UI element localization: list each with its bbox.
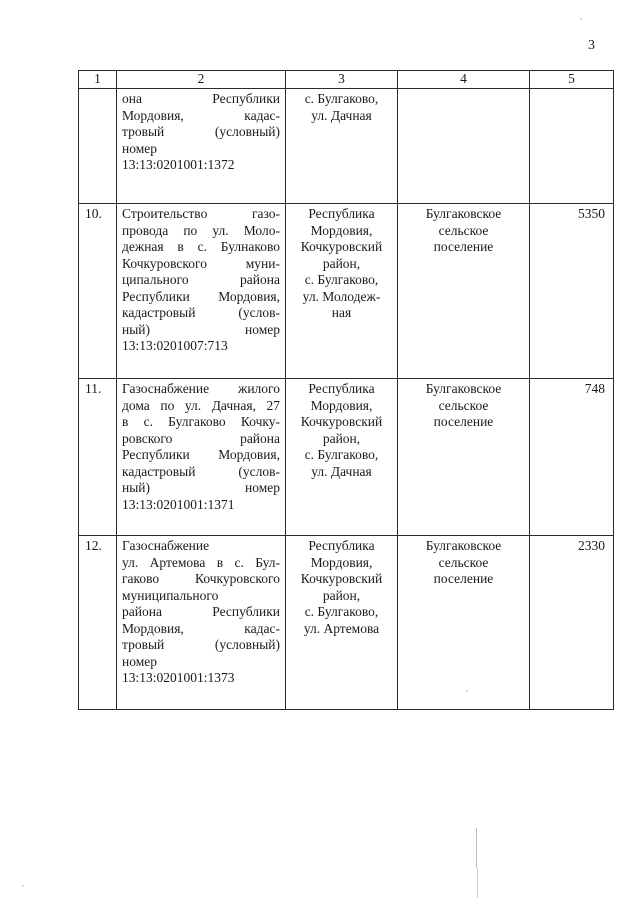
cell-line: ный) номер <box>122 321 280 337</box>
cell-line: ная <box>331 305 352 320</box>
cell-line: района Республики <box>122 604 280 619</box>
cell-line: с. Булгаково, <box>304 604 379 619</box>
cell-line: провода по ул. Моло- <box>122 222 280 238</box>
cell-line: Строительство газо- <box>122 206 280 221</box>
cell-line: поселение <box>433 239 494 254</box>
object-owner <box>398 379 530 536</box>
object-owner <box>398 89 530 204</box>
cell-line: сельское <box>438 397 489 413</box>
cell-line: поселение <box>433 571 494 586</box>
cell-line: номер <box>122 140 158 156</box>
scan-artifact-dot <box>466 690 468 692</box>
object-description <box>117 204 286 379</box>
table-row <box>79 89 614 204</box>
row-number: 10. <box>79 204 117 379</box>
cell-line: дежная в с. Булнаково <box>122 239 280 254</box>
cell-line: ул. Дачная <box>311 107 372 123</box>
cell-line: поселение <box>433 414 494 429</box>
cell-line: Республика <box>308 381 375 396</box>
object-description <box>117 536 286 710</box>
column-header-4: 4 <box>398 71 530 89</box>
table-header-row <box>79 71 614 89</box>
scan-artifact-line <box>476 828 477 868</box>
object-length <box>530 89 614 204</box>
cell-line: 13:13:0201001:1373 <box>122 670 235 685</box>
cell-line: тровый (условный) <box>122 124 280 139</box>
cell-line: тровый (условный) <box>122 637 280 652</box>
cell-line: 13:13:0201001:1371 <box>122 496 235 512</box>
cell-line: с. Булгаково, <box>304 447 379 462</box>
cell-line: ул. Артемова <box>303 620 380 636</box>
object-owner <box>398 536 530 710</box>
object-location <box>286 89 398 204</box>
column-header-3: 3 <box>286 71 398 89</box>
cell-line: кадастровый (услов- <box>122 305 280 320</box>
cell-line: она Республики <box>122 91 280 106</box>
cell-line: Кочкуровский <box>300 239 383 254</box>
scan-artifact-line <box>477 868 478 898</box>
object-length: 748 <box>530 379 614 536</box>
cell-line: с. Булгаково, <box>304 91 379 106</box>
object-location <box>286 379 398 536</box>
object-description <box>117 89 286 204</box>
cell-line: ул. Дачная <box>311 463 372 479</box>
column-header-1: 1 <box>79 71 117 89</box>
row-number: 11. <box>79 379 117 536</box>
cell-line: Республика <box>308 538 375 553</box>
scan-artifact-dot <box>22 885 24 887</box>
table-row <box>79 379 614 536</box>
cell-line: Булгаковское <box>425 206 502 221</box>
column-header-5: 5 <box>530 71 614 89</box>
cell-line: Республики Мордовия, <box>122 447 280 462</box>
cell-line: Газоснабжение <box>122 538 210 553</box>
cell-line: Мордовия, <box>310 554 373 570</box>
cell-line: дома по ул. Дачная, 27 <box>122 397 280 413</box>
table-row <box>79 536 614 710</box>
table-row <box>79 204 614 379</box>
cell-line: Газоснабжение жилого <box>122 381 280 396</box>
cell-line: Республика <box>308 206 375 221</box>
object-owner <box>398 204 530 379</box>
object-location <box>286 204 398 379</box>
object-length: 5350 <box>530 204 614 379</box>
cell-line: Булгаковское <box>425 538 502 553</box>
cell-line: ципального района <box>122 272 280 287</box>
cell-line: ул. Артемова в с. Бул- <box>122 554 280 570</box>
cell-line: ный) номер <box>122 480 280 495</box>
cell-line: Мордовия, кадас- <box>122 620 280 636</box>
cell-line: Кочкуровский <box>300 414 383 429</box>
cell-line: район, <box>322 255 361 271</box>
cell-line: Кочкуровского муни- <box>122 255 280 271</box>
cell-line: с. Булгаково, <box>304 272 379 287</box>
cell-line: 13:13:0201007:713 <box>122 338 228 353</box>
row-number <box>79 89 117 204</box>
cell-line: сельское <box>438 554 489 570</box>
column-header-2: 2 <box>117 71 286 89</box>
object-location <box>286 536 398 710</box>
cell-line: Кочкуровский <box>300 571 383 586</box>
page-number: 3 <box>588 38 595 53</box>
cell-line: ул. Молодеж- <box>302 288 381 304</box>
document-table <box>78 70 614 710</box>
cell-line: сельское <box>438 222 489 238</box>
cell-line: 13:13:0201001:1372 <box>122 157 235 172</box>
scan-artifact-dot <box>580 18 582 20</box>
row-number: 12. <box>79 536 117 710</box>
object-length: 2330 <box>530 536 614 710</box>
cell-line: район, <box>322 430 361 446</box>
cell-line: Мордовия, <box>310 222 373 238</box>
cell-line: Мордовия, <box>310 397 373 413</box>
object-description <box>117 379 286 536</box>
cell-line: ровского района <box>122 430 280 446</box>
cell-line: Мордовия, кадас- <box>122 107 280 123</box>
cell-line: муниципального <box>122 587 219 603</box>
cell-line: в с. Булгаково Кочку- <box>122 414 280 429</box>
cell-line: гаково Кочкуровского <box>122 571 280 586</box>
cell-line: кадастровый (услов- <box>122 463 280 479</box>
cell-line: номер <box>122 653 158 669</box>
cell-line: район, <box>322 587 361 603</box>
cell-line: Республики Мордовия, <box>122 288 280 304</box>
cell-line: Булгаковское <box>425 381 502 396</box>
